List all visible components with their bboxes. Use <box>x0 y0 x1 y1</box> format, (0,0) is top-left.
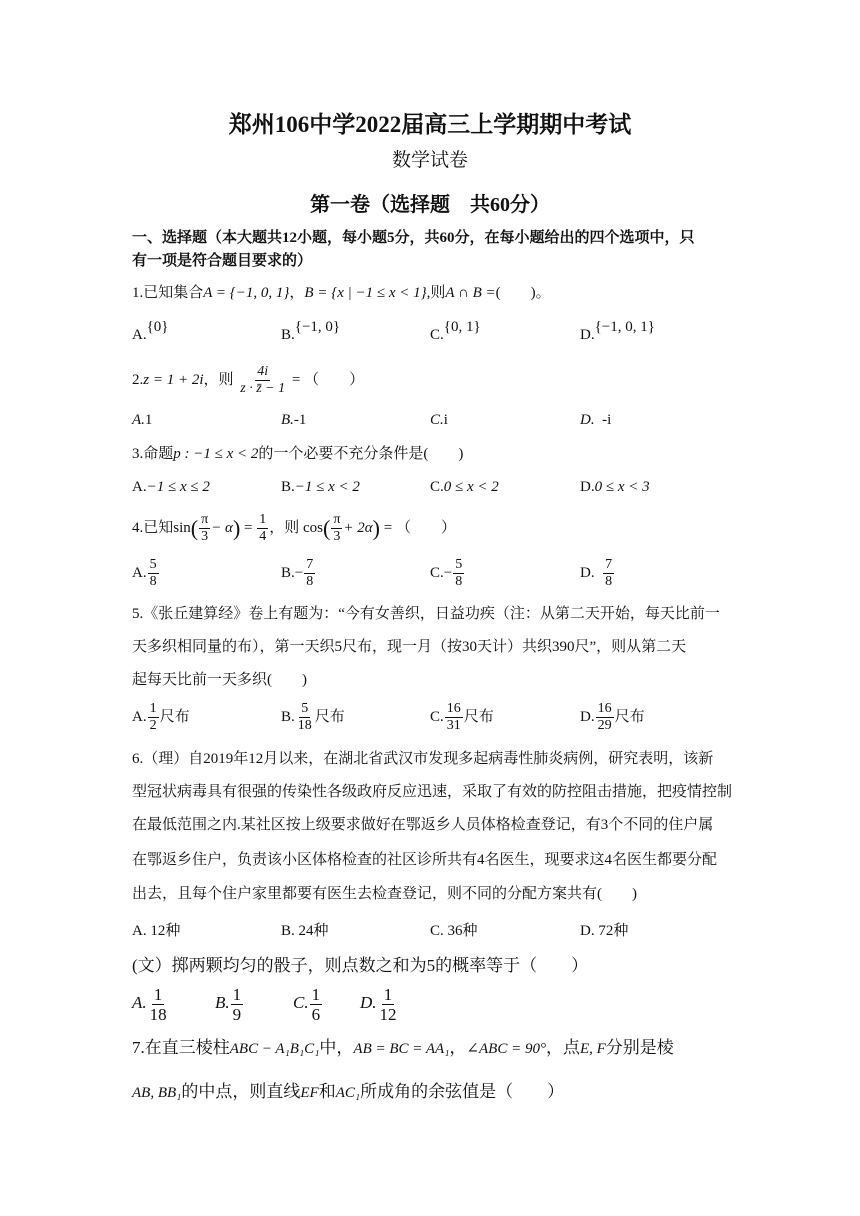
question-6-wen: (文）掷两颗均匀的骰子，则点数之和为5的概率等于（ ） <box>132 956 589 975</box>
q4-option-b: B.− $\frac{7}{8}$ <box>281 557 314 590</box>
q6-option-d: D. 72种 <box>580 923 629 939</box>
q6-wen-option-b: B. $\frac{1}{9}$ <box>215 984 242 1024</box>
q4-option-a: A. $\frac{5}{8}$ <box>132 557 157 590</box>
q2-option-d: D. -i <box>580 412 612 428</box>
question-6-line4: 在鄂返乡住户，负责该小区体格检查的社区诊所共有4名医生，现要求这4名医生都要分配 <box>132 852 718 868</box>
q1-lead: 1.已知集合 <box>132 285 204 301</box>
question-6-line3: 在最低范围之内.某社区按上级要求做好在鄂返乡人员体格检查登记，有3个不同的住户属 <box>132 817 714 833</box>
q1-set-b: B = {x | −1 ≤ x < 1} <box>304 285 427 301</box>
q3-option-b: B.−1 ≤ x < 2 <box>281 479 360 495</box>
q1-option-a: A.{0} <box>132 319 169 343</box>
q6-wen-option-a: A. $\frac{1}{18}$ <box>132 984 167 1024</box>
volume-heading: 第一卷（选择题 共60分） <box>310 194 550 216</box>
question-6-line1: 6.（理）自2019年12月以来，在湖北省武汉市发现多起病毒性肺炎病例，研究表明，该新 <box>132 751 714 767</box>
q1-expr: A ∩ B = <box>445 285 496 301</box>
q3-option-a: A.−1 ≤ x ≤ 2 <box>132 479 210 495</box>
q6-option-c: C. 36种 <box>430 923 478 939</box>
q6-wen-option-d: D. $\frac{1}{12}$ <box>360 984 397 1024</box>
exam-title: 郑州106中学2022届高三上学期期中考试 <box>228 112 632 137</box>
q2-option-b: B.-1 <box>281 412 307 428</box>
q1-option-c: C.{0, 1} <box>430 319 481 343</box>
question-7-line2: AB, BB₁的中点，则直线EF和AC₁所成角的余弦值是（ ） <box>132 1082 565 1101</box>
q5-option-b: B. $\frac{5}{18}$ 尺布 <box>281 701 345 734</box>
question-3: 3.命题p : −1 ≤ x < 2的一个必要不充分条件是( ) <box>132 446 464 462</box>
q1-option-d: D.{−1, 0, 1} <box>580 319 655 343</box>
q5-option-c: C. $\frac{16}{31}$ 尺布 <box>430 701 494 734</box>
question-6-line2: 型冠状病毒具有很强的传染性各级政府反应迅速，采取了有效的防控阻击措施，把疫情控制 <box>132 784 733 800</box>
section-heading-line1: 一、选择题（本大题共12小题，每小题5分，共60分，在每小题给出的四个选项中，只 <box>132 230 695 246</box>
question-5-line2: 天多织相同量的布），第一天织5尺布，现一月（按30天计）共织390尺”，则从第二天 <box>132 639 687 655</box>
q5-option-d: D. $\frac{16}{29}$ 尺布 <box>580 701 645 734</box>
question-4: 4.已知sin( $\frac{\pi}{3}$ − α) = $\frac{1}{4}$ ，则 cos( $\frac{\pi}{3}$ + 2α) = （ ） <box>132 512 456 545</box>
section-heading-line2: 有一项是符合题目要求的） <box>132 253 313 269</box>
q2-fraction: $\frac{4i}{z \cdot z̄ - 1}$ <box>240 364 286 397</box>
q2-z: z = 1 + 2i <box>143 372 204 388</box>
q2-option-a: A.1 <box>132 412 153 428</box>
q3-option-d: D.0 ≤ x < 3 <box>580 479 650 495</box>
q4-option-c: C.− $\frac{5}{8}$ <box>430 557 463 590</box>
q5-option-a: A. $\frac{1}{2}$ 尺布 <box>132 701 190 734</box>
question-1 <box>132 283 551 303</box>
q6-option-b: B. 24种 <box>281 923 329 939</box>
q6-wen-option-c: C. $\frac{1}{6}$ <box>293 984 321 1024</box>
question-2: 2.z = 1 + 2i，则 $\frac{4i}{z \cdot z̄ - 1}$ = （ ） <box>132 364 365 397</box>
question-6-line5: 出去，且每个住户家里都要有医生去检查登记，则不同的分配方案共有( ) <box>132 886 637 902</box>
q6-option-a: A. 12种 <box>132 923 181 939</box>
question-5-line3: 起每天比前一天多织( ) <box>132 672 307 688</box>
q1-comma: ， <box>289 285 305 301</box>
q1-option-b: B.{−1, 0} <box>281 319 341 343</box>
q1-set-a: A = {−1, 0, 1} <box>203 285 290 301</box>
q2-option-c: C.i <box>430 412 448 428</box>
q1-ask: ,则 <box>426 285 446 301</box>
q3-option-c: C.0 ≤ x < 2 <box>430 479 499 495</box>
q1-tail: ( )。 <box>495 285 551 301</box>
q4-option-d: D. $\frac{7}{8}$ <box>580 557 613 590</box>
question-5-line1: 5.《张丘建算经》卷上有题为：“今有女善织，日益功疾（注：从第二天开始，每天比前一 <box>132 606 720 622</box>
question-7-line1: 7.在直三棱柱ABC − A₁B₁C₁中，AB = BC = AA₁，∠ABC = 90°，点E, F分别是棱 <box>132 1038 674 1057</box>
q3-proposition: p : −1 ≤ x < 2 <box>173 446 259 462</box>
exam-subtitle: 数学试卷 <box>391 150 468 171</box>
